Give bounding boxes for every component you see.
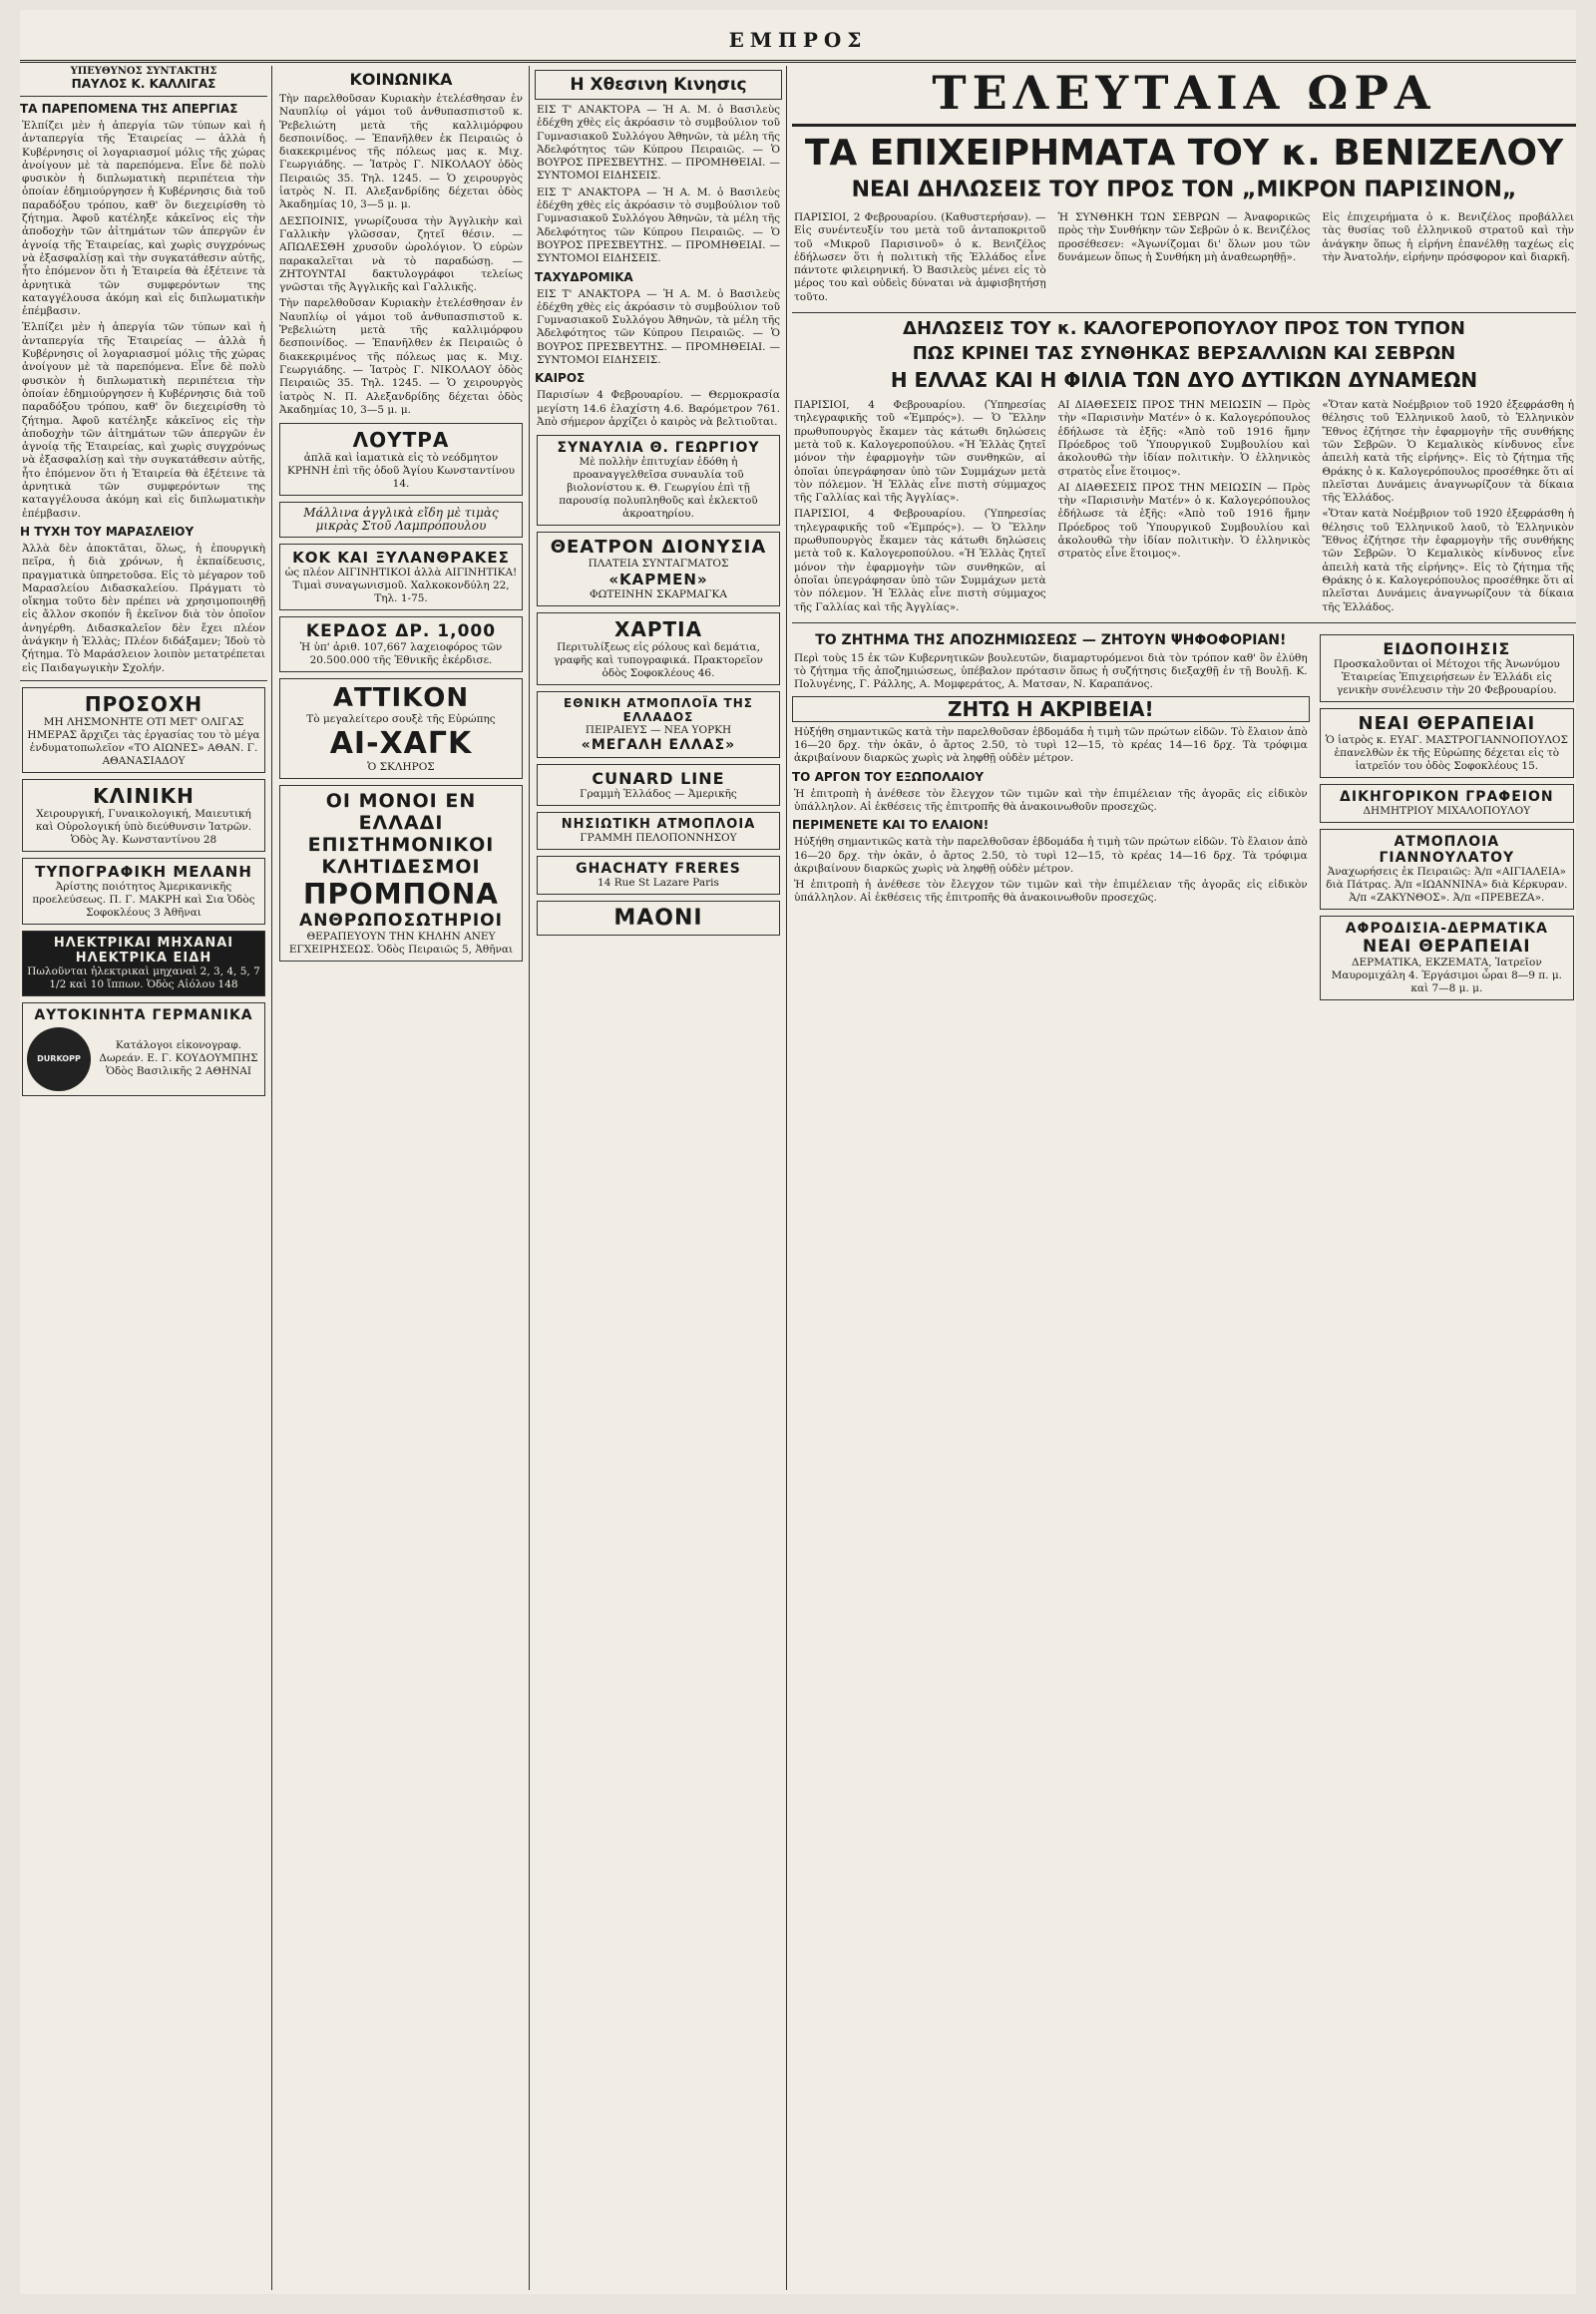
story-headline: ΔΗΛΩΣΕΙΣ ΤΟΥ κ. ΚΑΛΟΓΕΡΟΠΟΥΛΟΥ ΠΡΟΣ ΤΟΝ ΤΥΠΟΝ [903, 318, 1465, 340]
ad-text: Κατάλογοι εἰκονογραφ. Δωρεάν. Ε. Γ. ΚΟΥΔΟΥΜΠΗΣ Ὁδὸς Βασιλικῆς 2 ΑΘΗΝΑΙ [99, 1039, 258, 1078]
article-text: ΠΑΡΙΣΙΟΙ, 4 Φεβρουαρίου. (Ὑπηρεσίας τηλεγραφικῆς τοῦ «Ἐμπρός»). — Ὁ Ἕλλην πρωθυπουργὸς ἔκαμεν τὰς κάτωθι δηλώσεις μετὰ τοῦ κ. Καλογεροπούλου. «Ἡ Ἑλλὰς ζητεῖ μόνον τὴν ἐφαρμογὴν τῶν συνθηκῶν, αἱ ὁποῖαι ὑπεγράφησαν ὑπὸ τῶν Συμμάχων μετὰ τὸν πόλεμον. Ἡ Ἑλλὰς εἶνε πιστὴ σύμμαχος τῆς Γαλλίας καὶ τῆς Ἀγγλίας». [794, 508, 1046, 613]
column-3 [535, 66, 782, 942]
ad-title: ΛΟΥΤΡΑ [352, 428, 450, 453]
ad-title: ΑΥΤΟΚΙΝΗΤΑ ΓΕΡΜΑΝΙΚΑ [34, 1006, 253, 1023]
ship-name: «ΜΕΓΑΛΗ ΕΛΛΑΣ» [581, 737, 736, 754]
ad-title: ΘΕΑΤΡΟΝ ΔΙΟΝΥΣΙΑ [550, 537, 767, 559]
story-headline: Η ΕΛΛΑΣ ΚΑΙ Η ΦΙΛΙΑ ΤΩΝ ΔΥΟ ΔΥΤΙΚΩΝ ΔΥΝΑΜΕΩΝ [890, 368, 1478, 393]
advertisement [22, 858, 265, 925]
advertisement [537, 612, 780, 685]
article-text: Περὶ τοὺς 15 ἐκ τῶν Κυβερνητικῶν βουλευτῶν, διαμαρτυρόμενοι διὰ τὸν τρόπον καθ' ὃν ἐλύθη τὸ ζήτημα τῆς ἀποζημιώσεως, ὑπέβαλον πρότασιν ὅπως ἡ συζήτησις διεξαχθῇ ἐν τῇ Βουλῇ. Κ. Πολυγένης, Γ. Ράλλης, Α. Μομφεράτος, Α. Ματσαν, Ν. Καραπάνος. [794, 651, 1308, 691]
story-headline: ΖΗΤΩ Η ΑΚΡΙΒΕΙΑ! [792, 696, 1310, 722]
advertisement [1320, 916, 1574, 1000]
article-text: ΑΙ ΔΙΑΘΕΣΕΙΣ ΠΡΟΣ ΤΗΝ ΜΕΙΩΣΙΝ — Πρὸς τὴν «Παρισινὴν Ματέν» ὁ κ. Καλογερόπουλος ἐδήλωσε τὰ ἑξῆς: «Ἀπὸ τοῦ 1916 ἤμην Πρόεδρος τοῦ Ὑπουργικοῦ Συμβουλίου καὶ ἀκολουθῶ τὴν ἰδίαν πολιτικὴν. Ὁ ἑλληνικὸς στρατὸς εἶνε ἕτοιμος». [1057, 481, 1311, 561]
ad-title: ΑΤΜΟΠΛΟΙΑ ΓΙΑΝΝΟΥΛΑΤΟΥ [1379, 833, 1515, 866]
advertisement [279, 423, 523, 496]
advertisement [537, 812, 780, 850]
ad-title: ΤΥΠΟΓΡΑΦΙΚΗ ΜΕΛΑΝΗ [35, 862, 252, 881]
ad-text: ὡς πλέον ΑΙΓΙΝΗΤΙΚΟΙ ἀλλὰ ΑΙΓΙΝΗΤΙΚΑ! Τιμαὶ συναγωνισμοῦ. Χαλκοκονδύλη 22, Τηλ. 1-75. [284, 567, 518, 605]
column-rule [271, 66, 272, 2290]
advertisement [537, 691, 780, 758]
lead-story [792, 208, 1576, 307]
ad-title: ΕΘΝΙΚΗ ΑΤΜΟΠΛΟΪΑ ΤΗΣ ΕΛΛΑΔΟΣ [564, 696, 753, 725]
newspaper-title: ΕΜΠΡΟΣ [728, 28, 868, 52]
ad-title: ΠΡΟΣΟΧΗ [84, 691, 203, 716]
ad-title: ΑΤΤΙΚΟΝ [332, 683, 470, 714]
article-text: «Ὅταν κατὰ Νοέμβριον τοῦ 1920 ἐξεφράσθη ἡ θέλησις τοῦ Ἑλληνικοῦ λαοῦ, τὸ Ἑλληνικὸν Ἔθνος ἐζήτησε τὴν ἐφαρμογὴν τῆς συνθήκης τῶν Σεβρῶν. Ὁ Κεμαλικὸς κίνδυνος εἶνε ἀπειλὴ κατὰ τῆς εἰρήνης». Εἰς τὸ ζήτημα τῆς Θράκης ὁ κ. Καλογερόπουλος προσέθηκε ὅτι αἱ πλεῖσται Δυνάμεις ἀναγνωρίζουν τὰ δίκαια τῆς Ἑλλάδος. [1322, 399, 1575, 505]
article-text: ΠΑΡΙΣΙΟΙ, 4 Φεβρουαρίου. (Ὑπηρεσίας τηλεγραφικῆς τοῦ «Ἐμπρός»). — Ὁ Ἕλλην πρωθυπουργὸς ἔκαμεν τὰς κάτωθι δηλώσεις μετὰ τοῦ κ. Καλογεροπούλου. «Ἡ Ἑλλὰς ζητεῖ μόνον τὴν ἐφαρμογὴν τῶν συνθηκῶν, αἱ ὁποῖαι ὑπεγράφησαν ὑπὸ τῶν Συμμάχων μετὰ τὸν πόλεμον. Ἡ Ἑλλὰς εἶνε πιστὴ σύμμαχος τῆς Γαλλίας καὶ τῆς Ἀγγλίας». [794, 399, 1046, 505]
ad-text: ΦΩΤΕΙΝΗΝ ΣΚΑΡΜΑΓΚΑ [590, 588, 727, 601]
ad-text: Γραμμὴ Ἑλλάδος — Ἀμερικῆς [580, 788, 737, 801]
advertisement [279, 785, 523, 962]
ad-subtitle: ΝΕΑΙ ΘΕΡΑΠΕΙΑΙ [1363, 936, 1531, 957]
advertisement [279, 616, 523, 672]
advertisement [279, 678, 523, 779]
ad-text: Ἡ ὑπ' ἀριθ. 107,667 λαχειοφόρος τῶν 20.500.000 τῆς Ἐθνικῆς ἐκέρδισε. [299, 641, 503, 667]
ad-text: 14 Rue St Lazare Paris [598, 877, 719, 890]
ad-text: ΠΛΑΤΕΙΑ ΣΥΝΤΑΓΜΑΤΟΣ [588, 558, 729, 571]
advertisement [537, 856, 780, 895]
durkopp-logo-icon: DURKOPP [27, 1027, 91, 1091]
article-heading: ΠΕΡΙΜΕΝΕΤΕ ΚΑΙ ΤΟ ΕΛΑΙΟΝ! [792, 818, 990, 833]
column-rule [786, 66, 787, 2290]
ad-text: ΔΕΡΜΑΤΙΚΑ, ΕΚΖΕΜΑΤΑ, Ἰατρεῖον Μαυρομιχάλη 4. Ἐργάσιμοι ὧραι 8—9 π. μ. καὶ 7—8 μ. μ. [1331, 956, 1563, 994]
article-text: «Ὅταν κατὰ Νοέμβριον τοῦ 1920 ἐξεφράσθη ἡ θέλησις τοῦ Ἑλληνικοῦ λαοῦ, τὸ Ἑλληνικὸν Ἔθνος ἐζήτησε τὴν ἐφαρμογὴν τῆς συνθήκης τῶν Σεβρῶν. Ὁ Κεμαλικὸς κίνδυνος εἶνε ἀπειλὴ κατὰ τῆς εἰρήνης». Εἰς τὸ ζήτημα τῆς Θράκης ὁ κ. Καλογερόπουλος προσέθηκε ὅτι αἱ πλεῖσται Δυνάμεις ἀναγνωρίζουν τὰ δίκαια τῆς Ἑλλάδος. [1322, 508, 1575, 613]
ad-text: Τὸ μεγαλείτερο σουξὲ τῆς Εὐρώπης [306, 713, 496, 726]
story-headline: ΤΟ ΖΗΤΗΜΑ ΤΗΣ ΑΠΟΖΗΜΙΩΣΕΩΣ — ΖΗΤΟΥΝ ΨΗΦΟΦΟΡΙΑΝ! [815, 631, 1287, 648]
lower-section [792, 628, 1576, 1006]
column-4-latest-news [792, 66, 1576, 1006]
advertisement [1320, 634, 1574, 702]
article-text: Τὴν παρελθοῦσαν Κυριακὴν ἐτελέσθησαν ἐν Ναυπλίῳ οἱ γάμοι τοῦ ἀνθυπασπιστοῦ κ. Ῥεβελιώτη μετὰ τῆς καλλιμόρφου δεσποινίδος. — Ἐπανῆλθεν ἐκ Πειραιῶς ὁ διακεκριμένος τῆς πόλεως μας κ. Μιχ. Γεωργιάδης. — Ἰατρὸς Γ. ΝΙΚΟΛΑΟΥ ὁδὸς Πειραιῶς 35. Τηλ. 1245. — Ὁ χειρουργὸς ἰατρὸς Ν. Π. Αλεξανδρίδης δέχεται ὁδὸς Ἀκαδημίας 10, 3—5 μ. μ. [279, 93, 523, 211]
article-text: ΕΙΣ Τ' ΑΝΑΚΤΟΡΑ — Ἡ Α. Μ. ὁ Βασιλεὺς ἐδέχθη χθὲς εἰς ἀκρόασιν τὸ συμβούλιον τοῦ Γυμνασιακοῦ Συλλόγου Ἀθηνῶν, τὰ μέλη τῆς Ἀδελφότητος τῶν Κύπρου Πειραιῶς. — Ὁ ΒΟΥΡΟΣ ΠΡΕΣΒΕΥΤΗΣ. — ΠΡΟΜΗΘΕΙΑΙ. — ΣΥΝΤΟΜΟΙ ΕΙΔΗΣΕΙΣ. [537, 104, 780, 183]
ad-text: ἀπλᾶ καὶ ἰαματικὰ εἰς τὸ νεόδμητον ΚΡΗΝΗ ἐπὶ τῆς ὁδοῦ Ἁγίου Κωνσταντίνου 14. [286, 452, 515, 491]
advertisement [537, 532, 780, 606]
column-2 [277, 66, 525, 967]
advertisement [537, 901, 780, 936]
ad-text: ΓΡΑΜΜΗ ΠΕΛΟΠΟΝΝΗΣΟΥ [580, 832, 737, 845]
article-text: Ηὐξήθη σημαντικῶς κατὰ τὴν παρελθοῦσαν ἑβδομάδα ἡ τιμὴ τῶν πρώτων εἰδῶν. Τὸ ἔλαιον ἀπὸ 16—20 δρχ. τὴν ὀκᾶν, ὁ ἄρτος 2.50, τὸ τυρὶ 12—15, τὸ κρέας 14—16 δρχ. Τὰ τρόφιμα ἀκριβαίνουν διαρκῶς χωρὶς νὰ ληφθῇ οὐδὲν μέτρον. [794, 725, 1308, 765]
ad-title: ΕΙΔΟΠΟΙΗΣΙΣ [1383, 638, 1511, 658]
ad-title: ΚΕΡΔΟΣ ΔΡ. 1,000 [305, 621, 497, 642]
brand-name: ΠΡΟΜΠΟΝΑ [303, 878, 499, 912]
advertisement [1320, 784, 1574, 823]
banner-headline: ΤΕΛΕΥΤΑΙΑ ΩΡΑ [792, 66, 1576, 127]
section-heading: Η Χθεσινη Κινησις [535, 70, 782, 100]
advertisement [537, 435, 780, 526]
advertisement [1320, 829, 1574, 910]
advertisement [22, 931, 265, 996]
play-title: «ΚΑΡΜΕΝ» [608, 571, 708, 589]
article-text: Ἡ ΣΥΝΘΗΚΗ ΤΩΝ ΣΕΒΡΩΝ — Ἀναφορικῶς πρὸς τὴν Συνθήκην τῶν Σεβρῶν ὁ κ. Βενιζέλος προσέθεσεν: «Ἀγωνίζομαι δι' ὅλων μου τῶν δυνάμεων ὅπως ἡ Συνθήκη μὴ ἀναθεωρηθῇ». [1057, 211, 1311, 263]
advertisement [22, 687, 265, 773]
article-text: Τὴν παρελθοῦσαν Κυριακὴν ἐτελέσθησαν ἐν Ναυπλίῳ οἱ γάμοι τοῦ ἀνθυπασπιστοῦ κ. Ῥεβελιώτη μετὰ τῆς καλλιμόρφου δεσποινίδος. — Ἐπανῆλθεν ἐκ Πειραιῶς ὁ διακεκριμένος τῆς πόλεως μας κ. Μιχ. Γεωργιάδης. — Ἰατρὸς Γ. ΝΙΚΟΛΑΟΥ ὁδὸς Πειραιῶς 35. Τηλ. 1245. — Ὁ χειρουργὸς ἰατρὸς Ν. Π. Αλεξανδρίδης δέχεται ὁδὸς Ἀκαδημίας 10, 3—5 μ. μ. [279, 297, 523, 416]
masthead [20, 10, 1576, 63]
editor-label: ΥΠΕΥΘΥΝΟΣ ΣΥΝΤΑΚΤΗΣ [70, 66, 217, 77]
ad-text: ΘΕΡΑΠΕΥΟΥΝ ΤΗΝ ΚΗΛΗΝ ΑΝΕΥ ΕΓΧΕΙΡΗΣΕΩΣ. Ὁδὸς Πειραιῶς 5, Ἀθῆναι [288, 931, 514, 957]
ad-title: ΟΙ ΜΟΝΟΙ ΕΝ ΕΛΛΑΔΙ ΕΠΙΣΤΗΜΟΝΙΚΟΙ ΚΛΗΤΙΔΕΣΜΟΙ [307, 790, 495, 879]
article-text: ΑΙ ΔΙΑΘΕΣΕΙΣ ΠΡΟΣ ΤΗΝ ΜΕΙΩΣΙΝ — Πρὸς τὴν «Παρισινὴν Ματέν» ὁ κ. Καλογερόπουλος ἐδήλωσε τὰ ἑξῆς: «Ἀπὸ τοῦ 1916 ἤμην Πρόεδρος τοῦ Ὑπουργικοῦ Συμβουλίου καὶ ἀκολουθῶ τὴν ἰδίαν πολιτικὴν. Ὁ ἑλληνικὸς στρατὸς εἶνε ἕτοιμος». [1057, 399, 1311, 478]
ad-title: ΔΙΚΗΓΟΡΙΚΟΝ ΓΡΑΦΕΙΟΝ [1340, 788, 1554, 805]
ad-title: CUNARD LINE [592, 769, 725, 789]
ad-text: Πωλοῦνται ἠλεκτρικαὶ μηχαναὶ 2, 3, 4, 5, 7 1/2 καὶ 10 ἵππων. Ὁδὸς Αἰόλου 148 [27, 964, 260, 990]
ad-text: ΔΗΜΗΤΡΙΟΥ ΜΙΧΑΛΟΠΟΥΛΟΥ [1363, 804, 1531, 817]
main-headline: ΤΑ ΕΠΙΧΕΙΡΗΜΑΤΑ ΤΟΥ κ. ΒΕΝΙΖΕΛΟΥ [804, 133, 1564, 174]
advertisement [279, 502, 523, 538]
column-rule [529, 66, 530, 2290]
article-text: Ἐλπίζει μὲν ἡ ἀπεργία τῶν τύπων καὶ ἡ ἀνταπεργία τῆς Ἑταιρείας — ἀλλὰ ἡ Κυβέρνησις οἱ λογαριασμοί μόλις τῆς χώρας ἀνοίγουν μὲ τὰ παρεπόμενα. Εἶνε δὲ πολὺ φυσικὸν ἡ διπλωματικὴ περιπέτεια τὴν ὁποίαν ἐδημιούργησεν ἡ Κυβέρνησις διὰ τοῦ παραδόξου τρόπου, καθ' ὃν διεχειρίσθη τὸ ζήτημα. Ἀφοῦ κατέληξε κἀκεῖνος εἰς τὴν ἀποδοχὴν τῶν ἀἰτημάτων τῶν ἀπεργῶν ἐν ἀγνοίᾳ τῆς Ἑταιρείας, καὶ χωρὶς συγχρόνως νὰ ἐξασφαλίσῃ καὶ τὴν συγκατάθεσιν αὐτῆς, ἦτο ἑπόμενον ὅτι ἡ Ἑταιρεία θὰ ἐξέτεινε τὰ ἀρνητικὰ τῶν συμφερόντων της καταγγέλουσα ἀκόμη καὶ εἰς διπλωματικὴν ἐπέμβασιν. [22, 321, 265, 520]
advertisement [1320, 708, 1574, 778]
ad-title: ΝΗΣΙΩΤΙΚΗ ΑΤΜΟΠΛΟΙΑ [561, 817, 756, 833]
ad-title: ΝΕΑΙ ΘΕΡΑΠΕΙΑΙ [1358, 712, 1536, 734]
ad-text: Μάλλινα ἀγγλικὰ εἴδη μὲ τιμὰς μικρὰς Στοῦ Λαμπρόπουλου [303, 506, 499, 534]
ad-text: Περιτυλίξεως εἰς ρόλους καὶ δεμάτια, γραφῆς καὶ τυπογραφικά. Πρακτορεῖον ὁδὸς Σοφοκλέους 46. [554, 641, 763, 680]
ad-text: Προσκαλοῦνται οἱ Μέτοχοι τῆς Ἀνωνύμου Ἑταιρείας Ἐπιχειρήσεων ἐν Ἑλλάδι εἰς γενικὴν συνέλευσιν τὴν 20 Φεβρουαρίου. [1333, 657, 1560, 696]
article-text: Ἐλπίζει μὲν ἡ ἀπεργία τῶν τύπων καὶ ἡ ἀνταπεργία τῆς Ἑταιρείας — ἀλλὰ ἡ Κυβέρνησις οἱ λογαριασμοί μόλις τῆς χώρας ἀνοίγουν μὲ τὰ παρεπόμενα. Εἶνε δὲ πολὺ φυσικὸν ἡ διπλωματικὴ περιπέτεια τὴν ὁποίαν ἐδημιούργησεν ἡ Κυβέρνησις διὰ τοῦ παραδόξου τρόπου, καθ' ὃν διεχειρίσθη τὸ ζήτημα. Ἀφοῦ κατέληξε κἀκεῖνος εἰς τὴν ἀποδοχὴν τῶν ἀἰτημάτων τῶν ἀπεργῶν ἐν ἀγνοίᾳ τῆς Ἑταιρείας, καὶ χωρὶς συγχρόνως νὰ ἐξασφαλίσῃ καὶ τὴν συγκατάθεσιν αὐτῆς, ἦτο ἑπόμενον ὅτι ἡ Ἑταιρεία θὰ ἐξέτεινε τὰ ἀρνητικὰ τῶν συμφερόντων της καταγγέλουσα ἀκόμη καὶ εἰς διπλωματικὴν ἐπέμβασιν. [22, 120, 265, 318]
article-text: ΠΑΡΙΣΙΟΙ, 2 Φεβρουαρίου. (Καθυστερήσαν). — Εἰς συνέντευξίν του μετὰ τοῦ ἀνταποκριτοῦ τοῦ «Μικροῦ Παρισινοῦ» ὁ κ. Βενιζέλος ἐδήλωσεν ὅτι ἡ πολιτικὴ τῆς Ἑλλάδος εἶνε πάντοτε φιλειρηνική. Ὁ Βασιλεὺς μένει εἰς τὸ μέρος του καὶ οὐδεὶς δύναται νὰ ἀμφισβητήσῃ τοῦτο. [794, 211, 1046, 303]
ad-text: ΜΗ ΛΗΣΜΟΝΗΤΕ ΟΤΙ ΜΕΤ' ΟΛΙΓΑΣ ΗΜΕΡΑΣ ἄρχιζει τὰς ἐργασίας του τὸ μέγα ἐνδυματοπωλεῖον «ΤΟ ΑΙΩΝΕΣ» ΑΘΑΝ. Γ. ΑΘΑΝΑΣΙΑΔΟΥ [27, 715, 260, 767]
ad-title: ΚΟΚ ΚΑΙ ΞΥΛΑΝΘΡΑΚΕΣ [292, 549, 510, 568]
article-heading: ΤΑΧΥΔΡΟΜΙΚΑ [535, 269, 633, 284]
ad-title: ΜΑΟΝΙ [613, 906, 703, 932]
ad-title: ΑΦΡΟΔΙΣΙΑ-ΔΕΡΜΑΤΙΚΑ [1345, 920, 1548, 937]
sub-headline: ΝΕΑΙ ΔΗΛΩΣΕΙΣ ΤΟΥ ΠΡΟΣ ΤΟΝ „ΜΙΚΡΟΝ ΠΑΡΙΣΙΝΟΝ„ [851, 178, 1517, 202]
article-text: Εἰς ἐπιχειρήματα ὁ κ. Βενιζέλος προβάλλει τὰς θυσίας τοῦ ἑλληνικοῦ στρατοῦ καὶ τὴν ἀνάγκην ὅπως ἡ εἰρήνη ἐπανέλθῃ ταχέως εἰς τὴν Ἀνατολήν, εἰρήνην πρόσφορον καὶ διαρκῆ. [1322, 211, 1575, 263]
article-text: Ἡ ἐπιτροπὴ ἡ ἀνέθεσε τὸν ἔλεγχον τῶν τιμῶν καὶ τὴν ἐπιμέλειαν τῆς ἀγορᾶς εἰς εἰδικὸν ὑπάλληλον. Αἱ ἐκθέσεις τῆς ἐπιτροπῆς θὰ ἀνακοινωθοῦν προσεχῶς. [794, 879, 1308, 905]
editor-name: ΠΑΥΛΟΣ Κ. ΚΑΛΛΙΓΑΣ [71, 77, 216, 91]
ad-text: ΠΕΙΡΑΙΕΥΣ — ΝΕΑ ΥΟΡΚΗ [585, 724, 732, 737]
film-title: ΑΙ-ΧΑΓΚ [329, 726, 473, 762]
article-text: ΕΙΣ Τ' ΑΝΑΚΤΟΡΑ — Ἡ Α. Μ. ὁ Βασιλεὺς ἐδέχθη χθὲς εἰς ἀκρόασιν τὸ συμβούλιον τοῦ Γυμνασιακοῦ Συλλόγου Ἀθηνῶν, τὰ μέλη τῆς Ἀδελφότητος τῶν Κύπρου Πειραιῶς. — Ὁ ΒΟΥΡΟΣ ΠΡΕΣΒΕΥΤΗΣ. — ΠΡΟΜΗΘΕΙΑΙ. — ΣΥΝΤΟΜΟΙ ΕΙΔΗΣΕΙΣ. [537, 186, 780, 265]
advertisement [22, 1002, 265, 1096]
advertisement [22, 779, 265, 852]
story-body [792, 396, 1576, 617]
article-text: Παρισίων 4 Φεβρουαρίου. — Θερμοκρασία μεγίστη 14.6 ἐλαχίστη 4.6. Βαρόμετρον 761. Ἀπὸ σήμερον ἀρχίζει ὁ καιρὸς νὰ βελτιοῦται. [537, 389, 780, 428]
ad-text: Ὁ ΣΚΛΗΡΟΣ [367, 761, 435, 774]
ad-text: Ὁ ἰατρὸς κ. ΕΥΑΓ. ΜΑΣΤΡΟΓΙΑΝΝΟΠΟΥΛΟΣ ἐπανελθὼν ἐκ τῆς Εὐρώπης δέχεται εἰς τὸ ἰατρεῖόν του ὁδὸς Σοφοκλέους 15. [1325, 733, 1568, 772]
ad-text: Ἀναχωρήσεις ἐκ Πειραιῶς: Ἀ/π «ΑΙΓΙΑΛΕΙΑ» διὰ Πάτρας. Ἀ/π «ΙΩΑΝΝΙΝΑ» διὰ Κέρκυραν. Ἀ/π «ΖΑΚΥΝΘΟΣ». Ἀ/π «ΠΡΕΒΕΖΑ». [1326, 865, 1568, 904]
article-heading: ΚΑΙΡΟΣ [535, 371, 586, 386]
ad-title: ΚΛΙΝΙΚΗ [93, 783, 195, 808]
ad-title: GHACHATY FRERES [576, 861, 741, 878]
article-text: Ηὐξήθη σημαντικῶς κατὰ τὴν παρελθοῦσαν ἑβδομάδα ἡ τιμὴ τῶν πρώτων εἰδῶν. Τὸ ἔλαιον ἀπὸ 16—20 δρχ. τὴν ὀκᾶν, ὁ ἄρτος 2.50, τὸ τυρὶ 12—15, τὸ κρέας 14—16 δρχ. Τὰ τρόφιμα ἀκριβαίνουν διαρκῶς χωρὶς νὰ ληφθῇ οὐδὲν μέτρον. [794, 836, 1308, 875]
ad-text: Χειρουργική, Γυναικολογική, Μαιευτική καὶ Οὐρολογική ὑπὸ διεύθυνσιν Ἰατρῶν. Ὁδὸς Ἁγ. Κωνσταντίνου 28 [35, 807, 252, 846]
article-text: ΔΕΣΠΟΙΝΙΣ, γνωρίζουσα τὴν Ἀγγλικὴν καὶ Γαλλικὴν γλῶσσαν, ζητεῖ θέσιν. — ΑΠΩΛΕΣΘΗ χρυσοῦν ὡρολόγιον. Ὁ εὑρὼν παρακαλεῖται νὰ τὸ παραδώσῃ. — ΖΗΤΟΥΝΤΑΙ δακτυλογράφοι τελείως γνῶσται τῆς Ἀγγλικῆς καὶ Γαλλικῆς. [279, 214, 523, 294]
column-1 [20, 66, 267, 1102]
article-heading: ΤΑ ΠΑΡΕΠΟΜΕΝΑ ΤΗΣ ΑΠΕΡΓΙΑΣ [20, 102, 238, 116]
story-headline: ΠΩΣ ΚΡΙΝΕΙ ΤΑΣ ΣΥΝΘΗΚΑΣ ΒΕΡΣΑΛΛΙΩΝ ΚΑΙ ΣΕΒΡΩΝ [912, 343, 1456, 365]
ad-text: Μὲ πολλὴν ἐπιτυχίαν ἐδόθη ἡ προαναγγελθεῖσα συναυλία τοῦ βιολονίστου κ. Θ. Γεωργίου ἐπὶ τῇ παρουσίᾳ πολυπληθοῦς καὶ ἐκλεκτοῦ ἀκροατηρίου. [559, 456, 758, 521]
ad-title: ΧΑΡΤΙΑ [613, 617, 703, 642]
advertisement [279, 544, 523, 610]
article-heading: Η ΤΥΧΗ ΤΟΥ ΜΑΡΑΣΛΕΙΟΥ [20, 524, 195, 539]
advertisement [537, 764, 780, 806]
shop-name: ΑΝΘΡΩΠΟΣΩΤΗΡΙΟΙ [299, 911, 503, 932]
ad-title: ΗΛΕΚΤΡΙΚΑΙ ΜΗΧΑΝΑΙ ΗΛΕΚΤΡΙΚΑ ΕΙΔΗ [53, 935, 234, 965]
article-heading: ΤΟ ΑΡΓΟΝ ΤΟΥ ΕΞΩΠΟΛΑΙΟΥ [792, 769, 985, 784]
article-text: Ἀλλὰ δὲν ἀποκτᾶται, ὅλως, ἡ ἐπουργικὴ πεῖρα, ἡ διὰ χρόνων, ἡ ἐκπαίδευσις, πραγματικὰ ὑπηρετοῦσα. Εἰς τὸ μέγαρον τοῦ Μαρασλείου Διδασκαλείου. Πράγματι τὸ οἴκημα τοῦτο δὲν πρέπει νὰ χρησιμοποιηθῇ εἰς ἄλλον σκοπόν ἢ ἐκεῖνον διὰ τὸν ὁποῖον ἀνηγέρθη. Διδασκαλεῖον δὲν ἔχει πλέον ἀνάγκην ἡ Ἑλλὰς; Πλέον διδάξαμεν; Ἰδοὺ τὸ ζήτημα. Τὸ Μαράσλειον λοιπὸν μετατρέπεται εἰς Παιδαγωγικὴν Σχολήν. [22, 542, 265, 674]
ad-text: Ἀρίστης ποιότητος Ἀμερικανικῆς προελεύσεως. Π. Γ. ΜΑΚΡΗ καὶ Σια Ὁδὸς Σοφοκλέους 3 Ἀθῆναι [32, 880, 255, 919]
section-heading: ΚΟΙΝΩΝΙΚΑ [349, 70, 453, 89]
article-text: ΕΙΣ Τ' ΑΝΑΚΤΟΡΑ — Ἡ Α. Μ. ὁ Βασιλεὺς ἐδέχθη χθὲς εἰς ἀκρόασιν τὸ συμβούλιον τοῦ Γυμνασιακοῦ Συλλόγου Ἀθηνῶν, τὰ μέλη τῆς Ἀδελφότητος τῶν Κύπρου Πειραιῶς. — Ὁ ΒΟΥΡΟΣ ΠΡΕΣΒΕΥΤΗΣ. — ΠΡΟΜΗΘΕΙΑΙ. — ΣΥΝΤΟΜΟΙ ΕΙΔΗΣΕΙΣ. [537, 287, 780, 367]
newspaper-page [20, 10, 1576, 2294]
article-text: Ἡ ἐπιτροπὴ ἡ ἀνέθεσε τὸν ἔλεγχον τῶν τιμῶν καὶ τὴν ἐπιμέλειαν τῆς ἀγορᾶς εἰς εἰδικὸν ὑπάλληλον. Αἱ ἐκθέσεις τῆς ἐπιτροπῆς θὰ ἀνακοινωθοῦν προσεχῶς. [794, 787, 1308, 813]
ad-title: ΣΥΝΑΥΛΙΑ Θ. ΓΕΩΡΓΙΟΥ [557, 440, 760, 457]
